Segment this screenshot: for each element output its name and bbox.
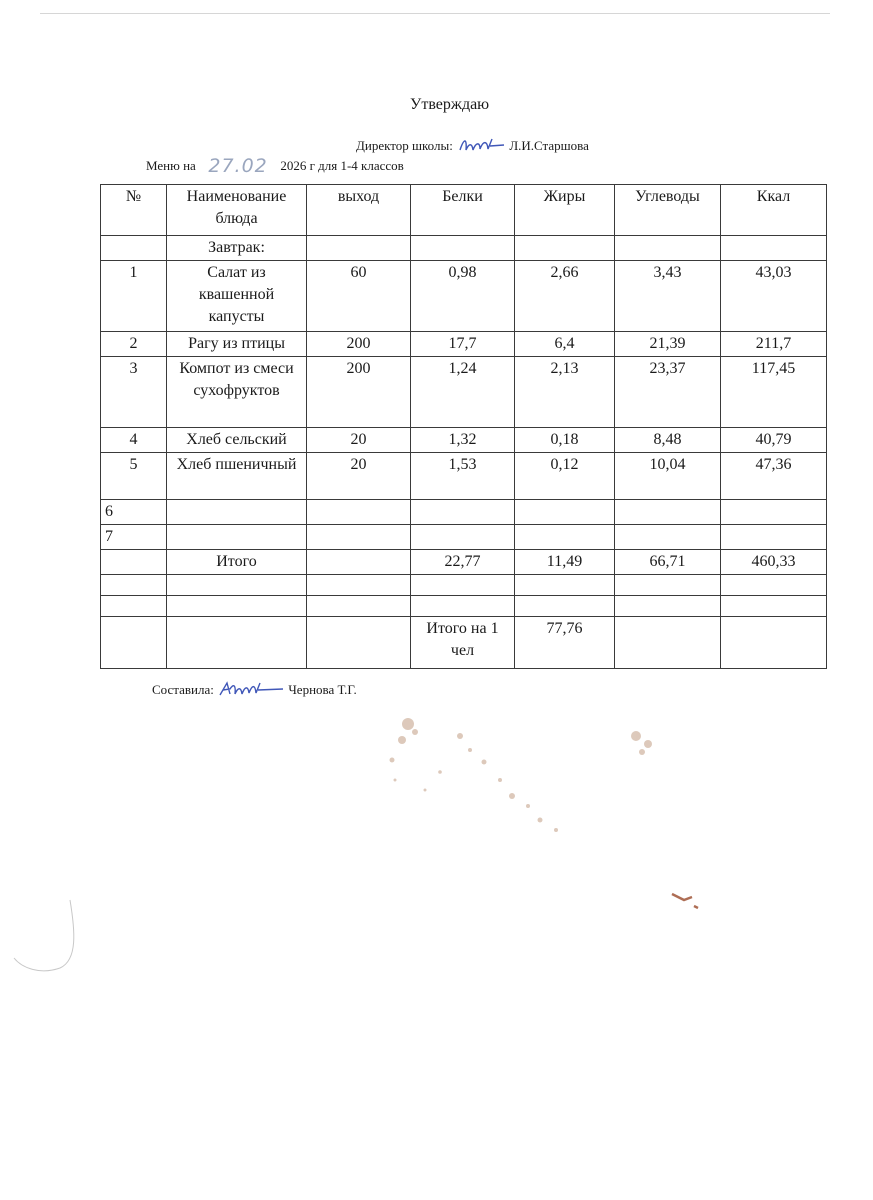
- row-fat: [515, 525, 615, 550]
- row-kcal: [721, 525, 827, 550]
- director-signature-icon: [456, 134, 506, 156]
- row-dish-name: [167, 500, 307, 525]
- row-number: 5: [101, 453, 167, 500]
- menu-suffix: 2026 г для 1-4 классов: [280, 158, 404, 173]
- col-kcal: Ккал: [721, 185, 827, 236]
- table-row: [101, 428, 827, 453]
- composer-label: Составила:: [152, 682, 214, 697]
- composer-signature-icon: [217, 678, 285, 700]
- row-kcal: [721, 500, 827, 525]
- row-kcal: 43,03: [721, 261, 827, 332]
- row-yield: 20: [307, 428, 411, 453]
- table-row: [101, 357, 827, 428]
- row-number: 2: [101, 332, 167, 357]
- per-person-label: Итого на 1 чел: [411, 617, 515, 669]
- table-row: [101, 525, 827, 550]
- table-row: [101, 261, 827, 332]
- menu-prefix: Меню на: [146, 158, 196, 173]
- composer-line: [152, 678, 357, 700]
- row-carbs: 10,04: [615, 453, 721, 500]
- col-dish-name: Наименование блюда: [167, 185, 307, 236]
- row-dish-name: Хлеб пшеничный: [167, 453, 307, 500]
- table-row: [101, 453, 827, 500]
- table-per-person-row: [101, 617, 827, 669]
- total-label: Итого: [167, 550, 307, 575]
- table-row: [101, 500, 827, 525]
- row-carbs: 8,48: [615, 428, 721, 453]
- page-top-edge: [40, 13, 830, 14]
- menu-line: [146, 155, 404, 177]
- row-carbs: [615, 525, 721, 550]
- row-protein: 1,32: [411, 428, 515, 453]
- row-carbs: 23,37: [615, 357, 721, 428]
- director-name: Л.И.Старшова: [509, 138, 589, 153]
- row-kcal: 211,7: [721, 332, 827, 357]
- row-number: 1: [101, 261, 167, 332]
- table-total-row: [101, 550, 827, 575]
- row-number: 6: [101, 500, 167, 525]
- row-number: 7: [101, 525, 167, 550]
- row-dish-name: Рагу из птицы: [167, 332, 307, 357]
- row-fat: 2,13: [515, 357, 615, 428]
- row-yield: 20: [307, 453, 411, 500]
- row-fat: 0,18: [515, 428, 615, 453]
- row-yield: 200: [307, 357, 411, 428]
- col-number: №: [101, 185, 167, 236]
- total-protein: 22,77: [411, 550, 515, 575]
- row-protein: [411, 525, 515, 550]
- menu-table: [100, 184, 827, 669]
- row-dish-name: Хлеб сельский: [167, 428, 307, 453]
- row-protein: 0,98: [411, 261, 515, 332]
- row-fat: 6,4: [515, 332, 615, 357]
- row-yield: [307, 525, 411, 550]
- row-protein: 1,53: [411, 453, 515, 500]
- table-header-row: [101, 185, 827, 236]
- row-number: 3: [101, 357, 167, 428]
- row-carbs: [615, 500, 721, 525]
- director-label: Директор школы:: [356, 138, 453, 153]
- total-kcal: 460,33: [721, 550, 827, 575]
- col-fat: Жиры: [515, 185, 615, 236]
- row-kcal: 47,36: [721, 453, 827, 500]
- row-carbs: 21,39: [615, 332, 721, 357]
- row-protein: 17,7: [411, 332, 515, 357]
- col-yield: выход: [307, 185, 411, 236]
- row-yield: 60: [307, 261, 411, 332]
- per-person-value: 77,76: [515, 617, 615, 669]
- row-fat: [515, 500, 615, 525]
- row-kcal: 117,45: [721, 357, 827, 428]
- composer-name: Чернова Т.Г.: [288, 682, 357, 697]
- row-number: 4: [101, 428, 167, 453]
- col-carbs: Углеводы: [615, 185, 721, 236]
- row-protein: 1,24: [411, 357, 515, 428]
- row-dish-name: [167, 525, 307, 550]
- approval-title: Утверждаю: [410, 96, 490, 113]
- row-kcal: 40,79: [721, 428, 827, 453]
- section-label: Завтрак:: [167, 236, 307, 261]
- row-fat: 2,66: [515, 261, 615, 332]
- row-yield: 200: [307, 332, 411, 357]
- row-fat: 0,12: [515, 453, 615, 500]
- row-dish-name: Салат из квашенной капусты: [167, 261, 307, 332]
- table-row: [101, 332, 827, 357]
- table-blank-row: [101, 575, 827, 596]
- row-dish-name: Компот из смеси сухофруктов: [167, 357, 307, 428]
- menu-date: 27.02: [208, 155, 268, 177]
- row-protein: [411, 500, 515, 525]
- table-section-row: [101, 236, 827, 261]
- row-yield: [307, 500, 411, 525]
- total-fat: 11,49: [515, 550, 615, 575]
- total-carbs: 66,71: [615, 550, 721, 575]
- row-carbs: 3,43: [615, 261, 721, 332]
- table-blank-row: [101, 596, 827, 617]
- col-protein: Белки: [411, 185, 515, 236]
- director-line: [356, 134, 589, 156]
